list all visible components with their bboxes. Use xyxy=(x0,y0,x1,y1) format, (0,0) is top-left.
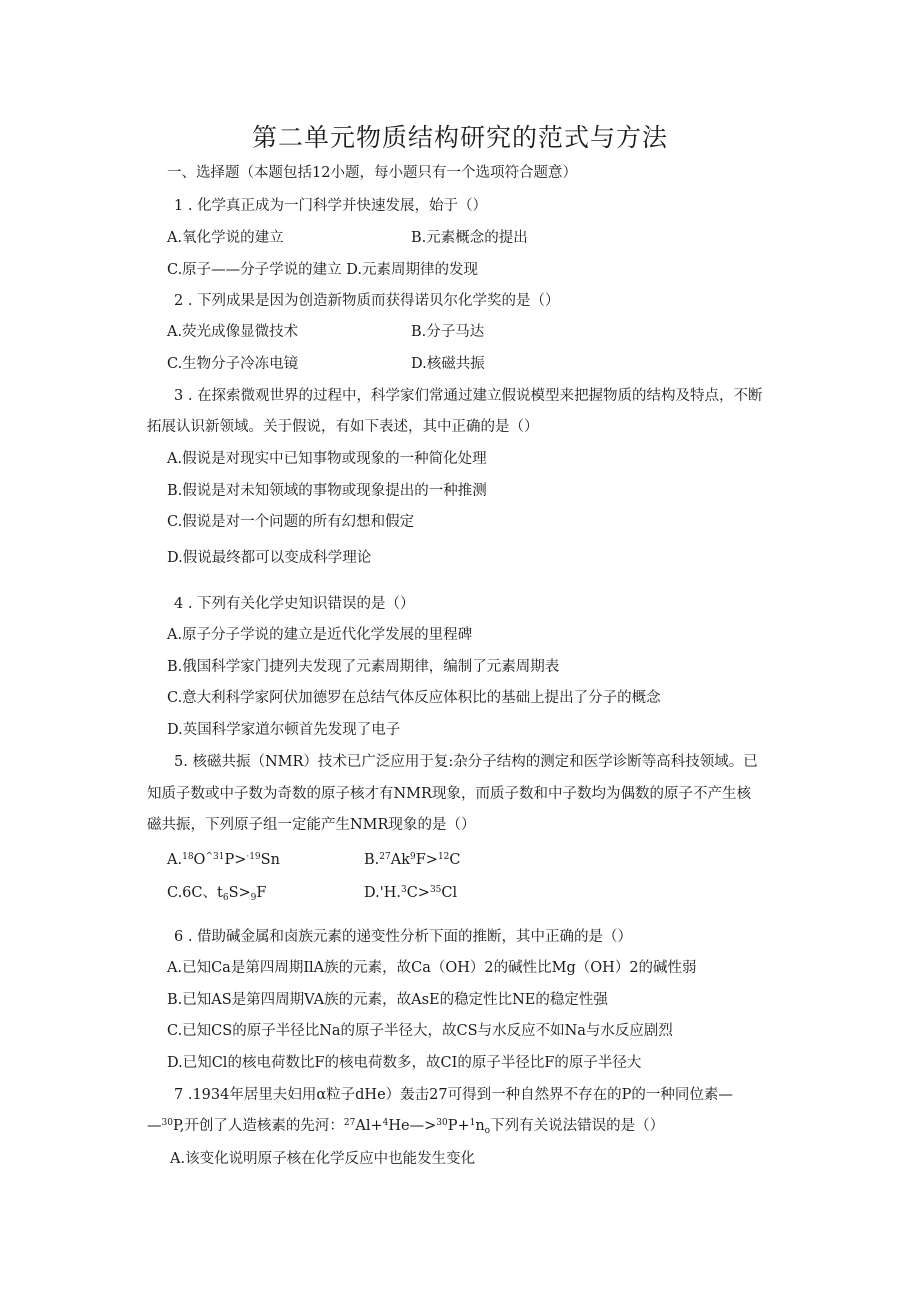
q7-option-a: A.该变化说明原子核在化学反应中也能发生变化 xyxy=(170,1151,476,1167)
q2-option-c: C.生物分子冷冻电镜 xyxy=(167,356,299,372)
q3-option-b: B.假说是对未知领域的事物或现象提出的一种推测 xyxy=(167,483,487,499)
q1-stem: 1 . 化学真正成为一门科学并快速发展，始于（） xyxy=(174,198,488,214)
q2-stem: 2 . 下列成果是因为创造新物质而获得诺贝尔化学奖的是（） xyxy=(174,293,560,309)
q6-option-c: C.已知CS的原子半径比Na的原子半径大，故CS与水反应不如Na与水反应剧烈 xyxy=(167,1023,673,1039)
q2-option-b: B.分子马达 xyxy=(411,324,485,340)
q5-stem-line3: 磁共振，下列原子组一定能产生NMR现象的是（） xyxy=(147,817,476,833)
q6-option-b: B.已知AS是第四周期VA族的元素，故AsE的稳定性比NE的稳定性强 xyxy=(167,992,608,1008)
q4-option-a: A.原子分子学说的建立是近代化学发展的里程碑 xyxy=(167,627,473,643)
q2-option-d: D.核磁共振 xyxy=(411,356,485,372)
q4-stem: 4 . 下列有关化学史知识错误的是（） xyxy=(174,596,415,612)
page-title: 第二单元物质结构研究的范式与方法 xyxy=(251,123,668,152)
q3-stem-line1: 3 . 在探索微观世界的过程中，科学家们常通过建立假说模型来把握物质的结构及特点，不断 xyxy=(174,388,763,404)
q5-option-d: D.'H.$^3$C>$^{35}$Cl xyxy=(364,885,458,901)
q3-option-c: C.假说是对一个问题的所有幻想和假定 xyxy=(167,514,415,530)
q4-option-b: B.俄国科学家门捷列夫发现了元素周期律，编制了元素周期表 xyxy=(167,659,560,675)
q3-stem-line2: 拓展认识新领域。关于假说，有如下表述，其中正确的是（） xyxy=(147,419,539,435)
q3-option-d: D.假说最终都可以变成科学理论 xyxy=(167,550,372,566)
q4-option-c: C.意大利科学家阿伏加德罗在总结气体反应体积比的基础上提出了分子的概念 xyxy=(167,690,661,706)
section-heading: 一、选择题（本题包括12小题，每小题只有一个选项符合题意） xyxy=(167,165,577,181)
q5-option-a: $A.^{18}O^{\^{}31}P>^{\cdot 19}Sn$ xyxy=(167,852,280,868)
q1-option-a: A.氧化学说的建立 xyxy=(167,230,284,246)
q5-stem-line1: 5. 核磁共振（NMR）技术已广泛应用于复:杂分子结构的测定和医学诊断等高科技领域。已 xyxy=(174,754,758,770)
q5-option-b: $B.^{27}Ak^9F>^{12}C$ xyxy=(364,852,461,868)
q5-option-c: C.6C、$t_6S>_9F$ xyxy=(167,885,267,903)
q7-stem-line2: —$^{30}$P,开创了人造核素的先河：$^{27}Al+^4He—>^{30}P+^1n_o$下列有关说法错误的是（） xyxy=(147,1118,665,1136)
q1-option-cd: C.原子——分子学说的建立 D.元素周期律的发现 xyxy=(167,262,479,278)
q6-stem: 6 . 借助碱金属和卤族元素的递变性分析下面的推断，其中正确的是（） xyxy=(174,929,633,945)
q3-option-a: A.假说是对现实中已知事物或现象的一种简化处理 xyxy=(167,451,487,467)
q6-option-a: A.已知Ca是第四周期IlA族的元素，故Ca（OH）2的碱性比Mg（OH）2的碱性弱 xyxy=(167,960,697,976)
q1-option-b: B.元素概念的提出 xyxy=(411,230,528,246)
q2-option-a: A.荧光成像显微技术 xyxy=(167,324,299,340)
q6-option-d: D.已知Cl的核电荷数比F的核电荷数多，故CI的原子半径比F的原子半径大 xyxy=(167,1055,642,1071)
q7-stem-line1: 7 .1934年居里夫妇用α粒子dHe）轰击27可得到一种自然界不存在的P的一种同位素— xyxy=(174,1087,733,1103)
q5-stem-line2: 知质子数或中子数为奇数的原子核才有NMR现象，而质子数和中子数均为偶数的原子不产生核 xyxy=(147,786,751,802)
q4-option-d: D.英国科学家道尔顿首先发现了电子 xyxy=(167,722,401,738)
